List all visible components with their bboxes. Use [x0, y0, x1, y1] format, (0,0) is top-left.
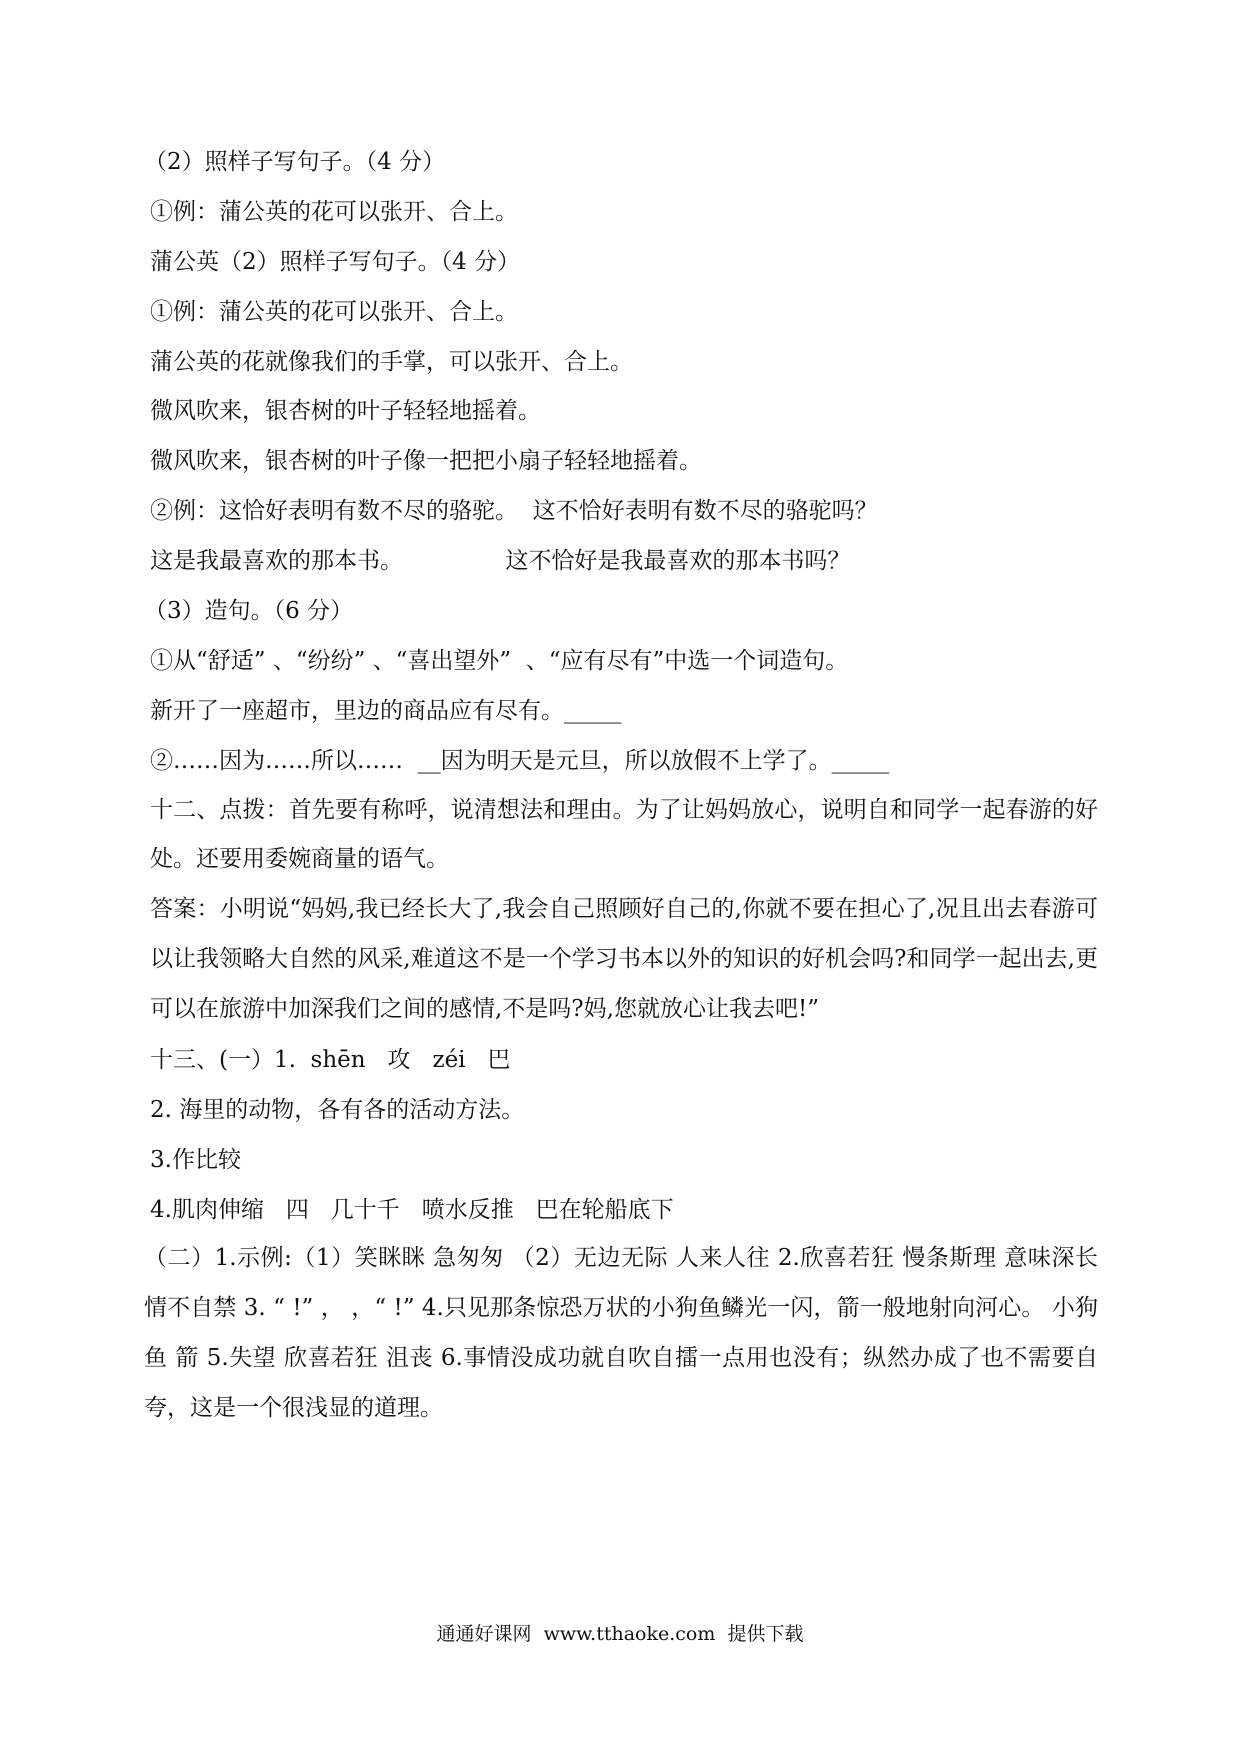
text-line: 十三、(一）1. shēn 攻 zéi 巴	[150, 1046, 511, 1073]
text-line: ①例：蒲公英的花可以张开、合上。	[150, 198, 518, 225]
section-12-hint: 十二、点拨：首先要有称呼，说清想法和理由。为了让妈妈放心，说明自和同学一起春游的好处。还要用委婉商量的语气。	[150, 796, 1098, 873]
footer-credit: 通通好课网 www.tthaoke.com 提供下载	[436, 1623, 804, 1645]
text-line: 蒲公英的花就像我们的手掌，可以张开、合上。	[150, 348, 633, 375]
text-line: 2. 海里的动物，各有各的活动方法。	[150, 1096, 525, 1123]
text-line: 3.作比较	[150, 1146, 241, 1173]
text-line: ①从“舒适” 、“纷纷” 、“喜出望外” 、“应有尽有”中选一个词造句。	[150, 647, 849, 674]
text-line: 微风吹来，银杏树的叶子像一把把小扇子轻轻地摇着。	[150, 448, 702, 475]
text-line: ②……因为……所以…… __因为明天是元旦，所以放假不上学了。_____	[150, 747, 890, 774]
text-line: 这是我最喜欢的那本书。 这不恰好是我最喜欢的那本书吗？	[150, 548, 851, 575]
section-13-part-2: （二）1.示例:（1）笑眯眯 急匆匆 （2）无边无际 人来人往 2.欣喜若狂 慢条斯理 意味深长 情不自禁 3. “ !” ， ，“ !” 4.只见那条惊恐万状的小狗鱼鳞光一闪，箭一般地射向河心。 小狗鱼 箭 5.失望 欣喜若狂 沮丧 6.事情没成功就自吹自擂一点用也没有；纵然办成了也不需要自夸，这是一个很浅显的道理。	[144, 1245, 1098, 1422]
section-12-answer: 答案：小明说“妈妈,我已经长大了,我会自己照顾好自己的,你就不要在担心了,况且出去春游可以让我领略大自然的风采,难道这不是一个学习书本以外的知识的好机会吗?和同学一起出去,更可以在旅游中加深我们之间的感情,不是吗?妈,您就放心让我去吧!”	[150, 896, 1098, 1023]
text-line: ②例：这恰好表明有数不尽的骆驼。 这不恰好表明有数不尽的骆驼吗？	[150, 498, 878, 525]
text-line: 4.肌肉伸缩 四 几十千 喷水反推 巴在轮船底下	[150, 1196, 674, 1223]
text-line: 蒲公英（2）照样子写句子。（4 分）	[150, 248, 521, 275]
answer-content	[144, 147, 1098, 1444]
text-line: 新开了一座超市，里边的商品应有尽有。_____	[150, 697, 622, 724]
text-line: ①例：蒲公英的花可以张开、合上。	[150, 298, 518, 325]
text-line: （3）造句。（6 分）	[144, 598, 354, 625]
text-line: 微风吹来，银杏树的叶子轻轻地摇着。	[150, 398, 541, 425]
text-line: （2）照样子写句子。（4 分）	[144, 149, 446, 175]
